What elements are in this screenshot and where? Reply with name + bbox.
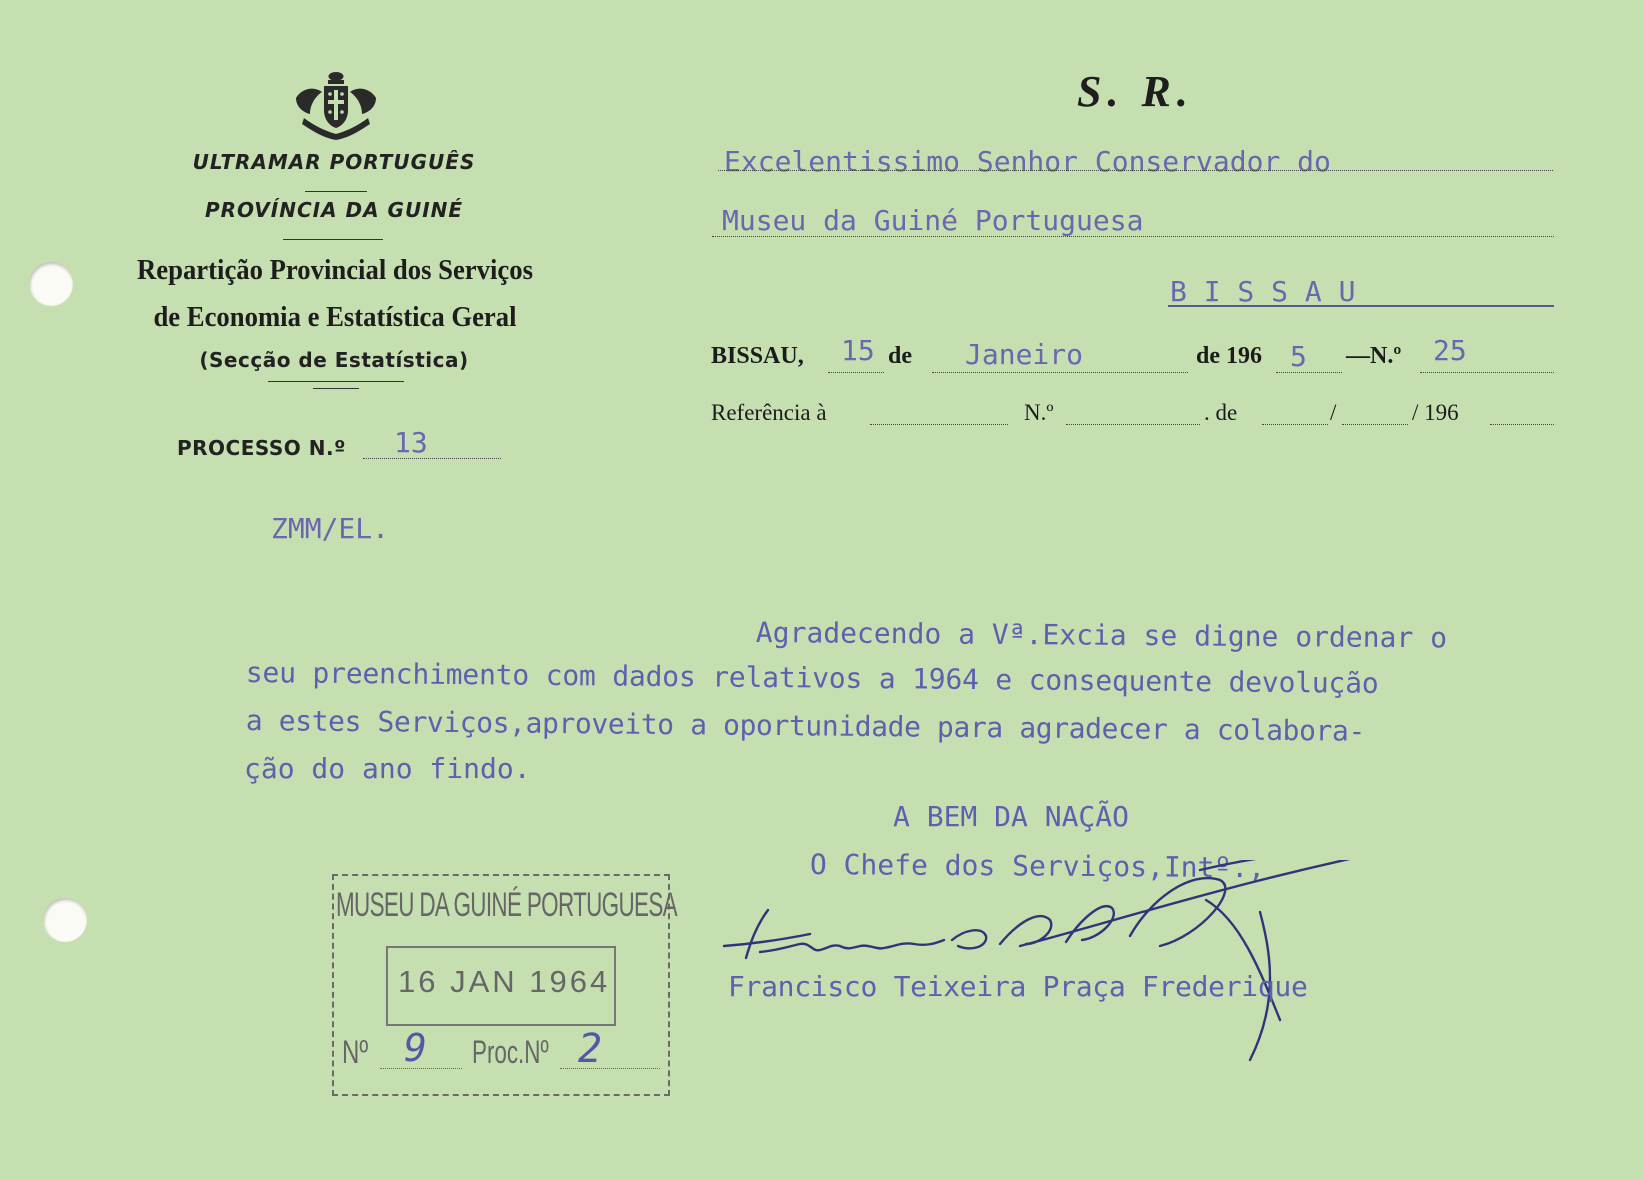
closing-salutation: A BEM DA NAÇÃO (893, 800, 1130, 833)
body-line-1: Agradecendo a Vª.Excia se digne ordenar o (755, 616, 1448, 655)
date-year-prefix: de 196 (1196, 343, 1262, 369)
stamp-number-label: Nº (342, 1034, 369, 1070)
date-month-dots (932, 372, 1188, 373)
date-de: de (888, 343, 912, 369)
reference-dots (870, 424, 1008, 425)
date-year-digit: 5 (1290, 340, 1307, 373)
divider (313, 388, 359, 389)
reference-day-dots (1262, 424, 1328, 425)
sr-heading: S. R. (1077, 67, 1194, 116)
divider (268, 381, 404, 382)
date-year-dots (1276, 372, 1342, 373)
document-number-value: 25 (1433, 334, 1467, 367)
letterhead-ultramar: ULTRAMAR PORTUGUÊS (192, 150, 476, 174)
reference-date-label: . de (1204, 400, 1238, 425)
signatory-name: Francisco Teixeira Praça Frederique (728, 970, 1308, 1003)
reference-year-dots (1490, 424, 1554, 425)
reference-number-label: N.º (1024, 400, 1054, 425)
stamp-date: 16 JAN 1964 (398, 964, 611, 999)
department-name-line2: de Economia e Estatística Geral (153, 301, 517, 333)
punch-hole-top (29, 262, 73, 306)
reference-month-dots (1342, 424, 1408, 425)
stamp-process-value: 2 (578, 1026, 603, 1072)
divider (305, 191, 367, 192)
signatory-role: O Chefe dos Serviços,Intº., (809, 848, 1266, 885)
addressee-line2-dots (712, 236, 1554, 237)
reference-number-dots (1066, 424, 1200, 425)
stamp-number-value: 9 (404, 1026, 427, 1070)
stamp-number-dots (380, 1068, 462, 1069)
addressee-line2: Museu da Guiné Portuguesa (722, 204, 1144, 237)
reference-label: Referência à (711, 400, 827, 425)
processo-value: 13 (394, 426, 428, 459)
date-month: Janeiro (965, 338, 1084, 371)
body-line-4: ção do ano findo. (244, 752, 531, 785)
punch-hole-bottom (43, 898, 87, 942)
addressee-city: B I S S A U (1170, 275, 1356, 308)
stamp-header: MUSEU DA GUINÉ PORTUGUESA (336, 886, 677, 924)
addressee-city-underline (1168, 305, 1554, 307)
stamp-process-label: Proc.Nº (472, 1034, 549, 1070)
letterhead-provincia: PROVÍNCIA DA GUINÉ (204, 198, 464, 222)
body-line-2: seu preenchimento com dados relativos a 1964 e consequente devolução (245, 656, 1379, 700)
date-place: BISSAU, (711, 343, 804, 369)
processo-label: PROCESSO N.º (177, 436, 346, 460)
department-name-line1: Repartição Provincial dos Serviços (137, 254, 533, 286)
body-line-3: a estes Serviços,aproveito a oportunidade para agradecer a colabora- (245, 704, 1366, 748)
section-name: (Secção de Estatística) (199, 348, 469, 372)
addressee-line1: Excelentissimo Senhor Conservador do (724, 145, 1331, 178)
stamp-process-dots (560, 1068, 660, 1069)
date-day-dots (828, 372, 884, 373)
document-number-dots (1420, 372, 1554, 373)
reference-slash: / (1330, 400, 1337, 425)
divider (283, 239, 383, 240)
reference-year: / 196 (1412, 400, 1459, 425)
processo-dotted-line (363, 458, 501, 459)
addressee-line1-dots (718, 170, 1553, 171)
date-day: 15 (841, 334, 875, 367)
typist-initials: ZMM/EL. (271, 512, 390, 545)
document-number-label: —N.º (1346, 343, 1402, 369)
coat-of-arms-icon (288, 68, 384, 144)
